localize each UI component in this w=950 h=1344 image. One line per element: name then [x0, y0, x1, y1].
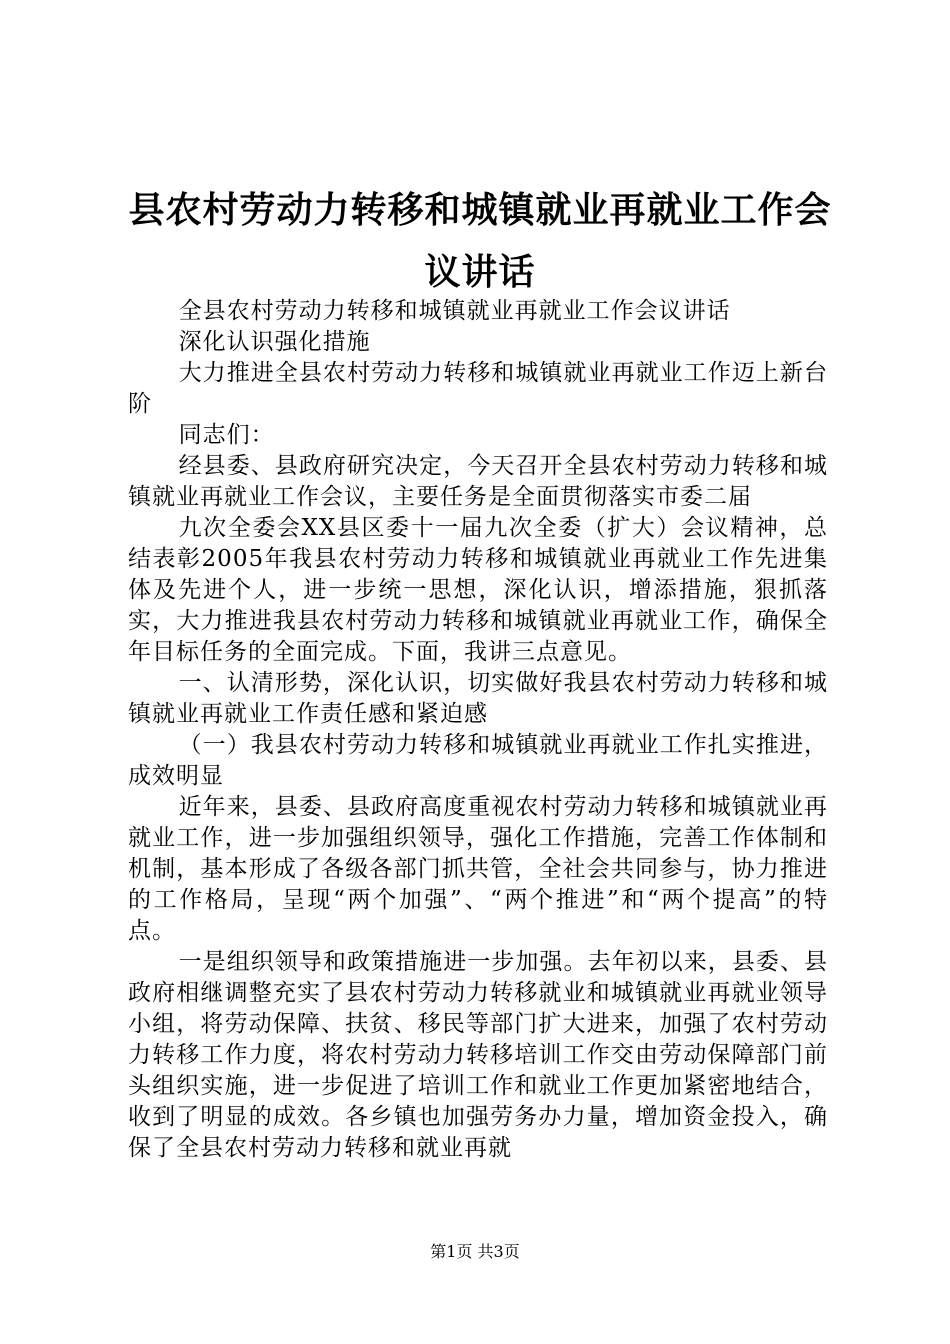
paragraph: 近年来，县委、县政府高度重视农村劳动力转移和城镇就业再就业工作，进一步加强组织领导，强化工作措施，完善工作体制和机制，基本形成了各级各部门抓共管，全社会共同参与，协力推进的工作格局，呈现“两个加强”、“两个推进”和“两个提高”的特点。	[128, 794, 828, 944]
paragraph: 一是组织领导和政策措施进一步加强。去年初以来，县委、县政府相继调整充实了县农村劳动力转移就业和城镇就业再就业领导小组，将劳动保障、扶贫、移民等部门扩大进来，加强了农村劳动力转移工作力度，将农村劳动力转移培训工作交由劳动保障部门前头组织实施，进一步促进了培训工作和就业工作更加紧密地结合，收到了明显的成效。各乡镇也加强劳务办力量，增加资金投入，确保了全县农村劳动力转移和就业再就	[128, 949, 828, 1161]
paragraph: 一、认清形势，深化认识，切实做好我县农村劳动力转移和城镇就业再就业工作责任感和紧迫感	[128, 670, 828, 727]
paragraph: （一）我县农村劳动力转移和城镇就业再就业工作扎实推进，成效明显	[128, 732, 828, 789]
paragraph: 全县农村劳动力转移和城镇就业再就业工作会议讲话	[178, 298, 731, 324]
document-title: 县农村劳动力转移和城镇就业再就业工作会议讲话	[128, 190, 832, 293]
paragraph: 深化认识强化措施	[178, 329, 371, 355]
document-body	[128, 296, 828, 1164]
paragraph: 九次全委会XX县区委十一届九次全委（扩大）会议精神，总结表彰2005年我县农村劳动力转移和城镇就业再就业工作先进集体及先进个人，进一步统一思想，深化认识，增添措施，狠抓落实，大力推进我县农村劳动力转移和城镇就业再就业工作，确保全年目标任务的全面完成。下面，我讲三点意见。	[128, 515, 828, 665]
paragraph: 同志们：	[178, 422, 275, 448]
page-footer: 第1页 共3页	[430, 1242, 520, 1261]
paragraph: 大力推进全县农村劳动力转移和城镇就业再就业工作迈上新台阶	[128, 360, 828, 417]
paragraph: 经县委、县政府研究决定，今天召开全县农村劳动力转移和城镇就业再就业工作会议，主要任务是全面贯彻落实市委二届	[128, 453, 828, 510]
